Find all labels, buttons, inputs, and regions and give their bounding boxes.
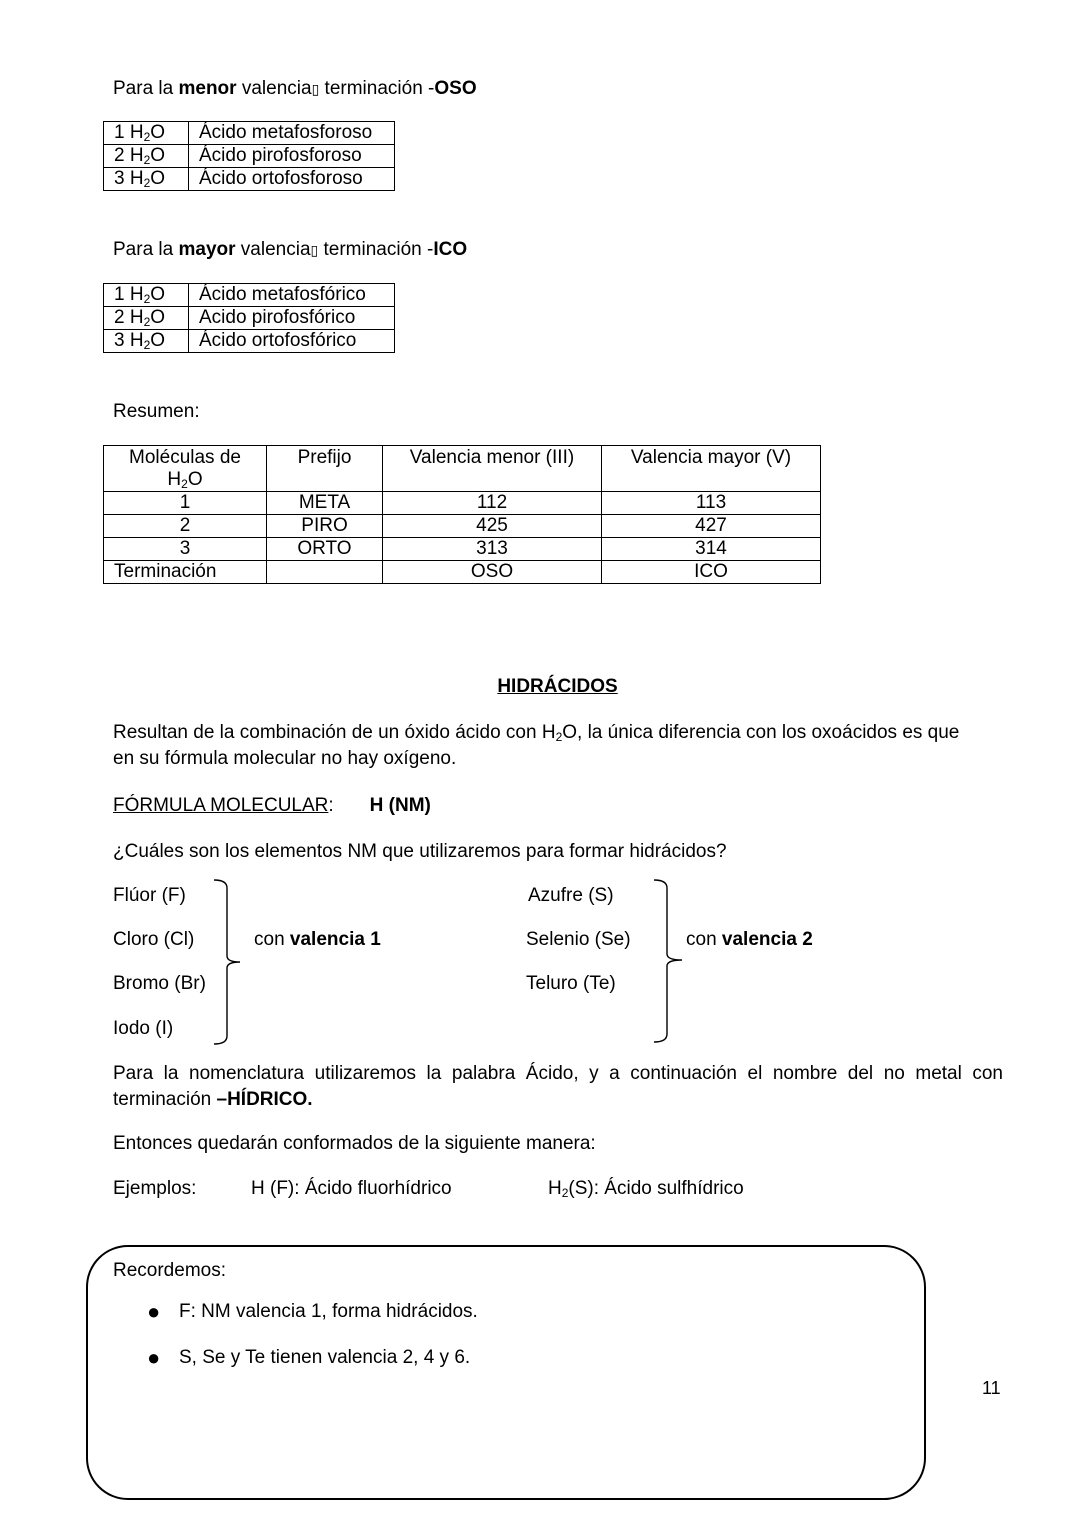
- table-header-row: [104, 446, 821, 492]
- formula-value: H (NM): [369, 795, 431, 816]
- acid-name-cell: Ácido ortofosfórico: [189, 330, 395, 353]
- higher-cell: ICO: [602, 561, 821, 584]
- reminder-item: F: NM valencia 1, forma hidrácidos.: [179, 1301, 478, 1322]
- intro-paragraph: Resultan de la combinación de un óxido ácido con $H_2O$, la única diferencia con los oxoácidos es que en su fórmula molecular no hay oxígeno.: [113, 722, 960, 769]
- formula-colon: :: [328, 795, 334, 816]
- acid-name-cell: Ácido ortofosforoso: [189, 168, 395, 191]
- acid-name-cell: Ácido pirofosforoso: [189, 145, 395, 168]
- element-item: Cloro (Cl): [113, 929, 195, 950]
- mayor-valencia-intro: [113, 237, 467, 263]
- table-row: [104, 284, 395, 307]
- molecules-cell: 1: [104, 492, 267, 515]
- menor-valencia-table: [103, 121, 395, 191]
- question-text: ¿Cuáles son los elementos NM que utilizaremos para formar hidrácidos?: [113, 841, 727, 862]
- reminder-title: Recordemos:: [113, 1260, 226, 1281]
- examples-label: Ejemplos:: [113, 1178, 197, 1199]
- table-row: [104, 330, 395, 353]
- table-row: [104, 307, 395, 330]
- ending-label-cell: Terminación: [104, 561, 267, 584]
- formula-label: FÓRMULA MOLECULAR: [113, 795, 329, 816]
- header-prefix: Prefijo: [267, 446, 383, 492]
- intro-text: Para la: [113, 78, 179, 99]
- molecules-cell: 1 $H_2O$: [104, 122, 189, 145]
- header-higher-valence: Valencia mayor (V): [602, 446, 821, 492]
- formula-line: [113, 793, 431, 819]
- acid-name-cell: Ácido metafosfórico: [189, 284, 395, 307]
- bullet-icon: ●: [147, 1345, 161, 1370]
- mayor-valencia-table: [103, 283, 395, 353]
- acid-name-cell: Acido pirofosfórico: [189, 307, 395, 330]
- molecules-cell: 2 $H_2O$: [104, 145, 189, 168]
- table-row: [104, 492, 821, 515]
- summary-label: Resumen:: [113, 401, 200, 422]
- element-item: Iodo (I): [113, 1018, 174, 1039]
- header-molecules: Moléculas de $H_2O$: [104, 446, 267, 492]
- element-item: Teluro (Te): [526, 973, 616, 994]
- lower-cell: OSO: [383, 561, 602, 584]
- arrow-icon: ▯: [310, 242, 319, 258]
- molecules-cell: 2 $H_2O$: [104, 307, 189, 330]
- prefix-cell: PIRO: [267, 515, 383, 538]
- lower-cell: 313: [383, 538, 602, 561]
- arrow-icon: ▯: [311, 81, 320, 97]
- intro-text: valencia: [235, 239, 311, 260]
- higher-cell: 427: [602, 515, 821, 538]
- table-row: [104, 515, 821, 538]
- prefix-cell: ORTO: [267, 538, 383, 561]
- intro-text: terminación -: [319, 78, 435, 99]
- prefix-cell: META: [267, 492, 383, 515]
- section-title: HIDRÁCIDOS: [497, 676, 618, 697]
- intro-text: Para la: [113, 239, 179, 260]
- then-text: Entonces quedarán conformados de la siguiente manera:: [113, 1133, 596, 1154]
- intro-ending: OSO: [434, 78, 477, 99]
- menor-valencia-intro: [113, 76, 477, 102]
- group1-label: con valencia 1: [254, 929, 381, 950]
- reminder-item: S, Se y Te tienen valencia 2, 4 y 6.: [179, 1347, 471, 1368]
- molecules-cell: 3: [104, 538, 267, 561]
- table-row: [104, 145, 395, 168]
- molecules-cell: 3 $H_2O$: [104, 330, 189, 353]
- acid-name-cell: Ácido metafosforoso: [189, 122, 395, 145]
- table-row-ending: [104, 561, 821, 584]
- element-item: Azufre (S): [528, 885, 614, 906]
- element-item: Flúor (F): [113, 885, 186, 906]
- summary-table: [103, 445, 821, 584]
- prefix-cell: [267, 561, 383, 584]
- intro-ending: ICO: [433, 239, 468, 260]
- table-row: [104, 122, 395, 145]
- molecules-cell: 2: [104, 515, 267, 538]
- intro-bold: mayor: [178, 239, 236, 260]
- group2-label: con valencia 2: [686, 929, 813, 950]
- table-row: [104, 538, 821, 561]
- molecules-cell: 3 $H_2O$: [104, 168, 189, 191]
- element-item: Bromo (Br): [113, 973, 206, 994]
- higher-cell: 113: [602, 492, 821, 515]
- example-item: $H_2(S)$: Ácido sulfhídrico: [548, 1178, 744, 1200]
- page-number: 11: [982, 1378, 1001, 1398]
- intro-bold: menor: [178, 78, 237, 99]
- intro-text: terminación -: [318, 239, 434, 260]
- nomenclature-paragraph: Para la nomenclatura utilizaremos la palabra Ácido, y a continuación el nombre del no metal con terminación –HÍDRICO.: [113, 1063, 1003, 1110]
- higher-cell: 314: [602, 538, 821, 561]
- example-item: H (F): Ácido fluorhídrico: [251, 1178, 452, 1199]
- intro-text: valencia: [236, 78, 312, 99]
- molecules-cell: 1 $H_2O$: [104, 284, 189, 307]
- header-lower-valence: Valencia menor (III): [383, 446, 602, 492]
- lower-cell: 425: [383, 515, 602, 538]
- bullet-icon: ●: [147, 1299, 161, 1324]
- table-row: [104, 168, 395, 191]
- element-item: Selenio (Se): [526, 929, 631, 950]
- lower-cell: 112: [383, 492, 602, 515]
